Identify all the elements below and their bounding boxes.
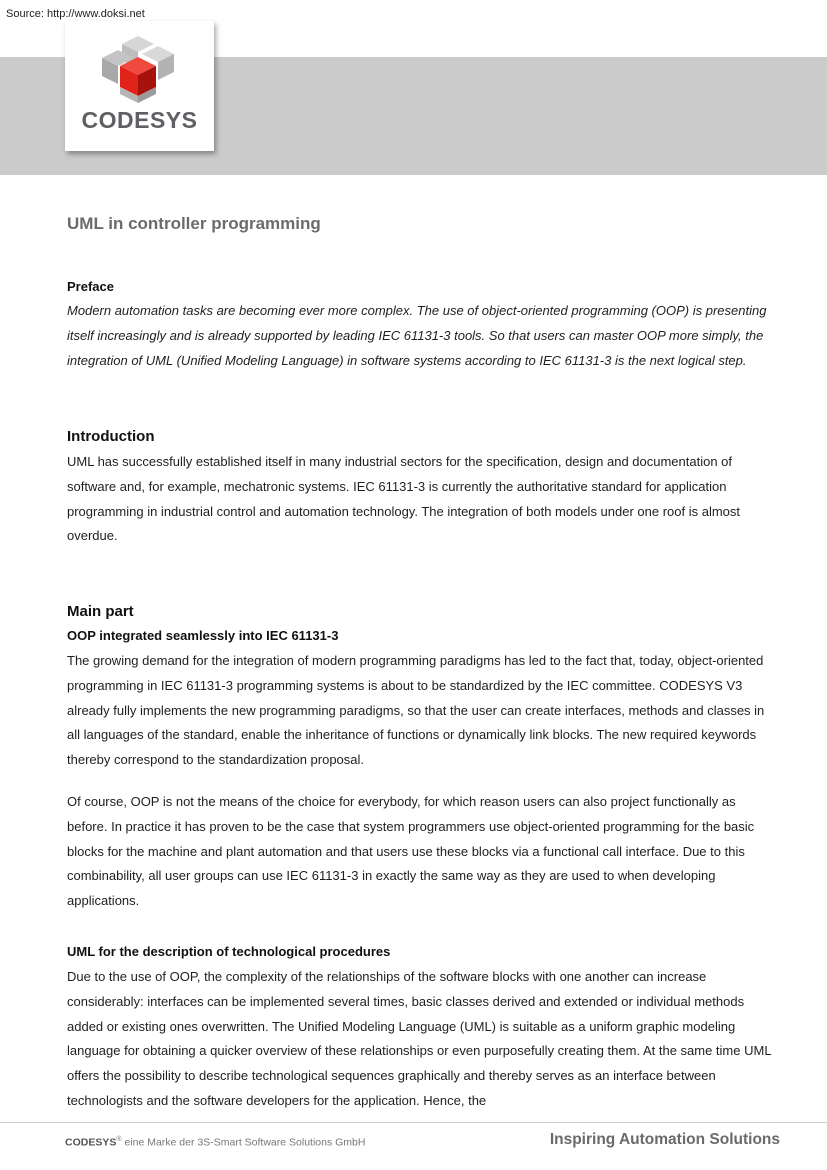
introduction-text: UML has successfully established itself in many industrial sectors for the specification, design and documentation of software and, for example, mechatronic systems. IEC 61131-3 is currently the authoritative standard for application programming in industrial control and automation technology. The integration of both models under one roof is almost overdue. <box>67 454 741 544</box>
cube-icon <box>98 36 182 106</box>
oop-heading: OOP integrated seamlessly into IEC 61131-3 <box>67 628 339 643</box>
document-title: UML in controller programming <box>67 214 321 233</box>
preface-text: Modern automation tasks are becoming ever more complex. The use of object-oriented programming (OOP) is presenting itself increasingly and is already supported by leading IEC 61131-3 tools. So that users can master OOP more simply, the integration of UML (Unified Modeling Language) in software systems according to IEC 61131-3 is the next logical step. <box>67 303 767 368</box>
footer-trademark-text: eine Marke der 3S-Smart Software Solutions GmbH <box>124 1136 366 1149</box>
preface-heading: Preface <box>67 279 114 294</box>
introduction-heading: Introduction <box>67 428 155 445</box>
footer-slogan: Inspiring Automation Solutions <box>549 1131 780 1148</box>
codesys-logo <box>65 21 214 151</box>
source-note: Source: http://www.doksi.net <box>6 8 145 20</box>
uml-paragraph-1: Due to the use of OOP, the complexity of the relationships of the software blocks with one another can increase considerably: interfaces can be implemented several times, basic classes derived and extended or individual methods added or existing ones overwritten. The Unified Modeling Language (UML) is suitable as a uniform graphic modeling language for obtaining a quicker overview of these relationships or even purposefully creating them. At the same time UML offers the possibility to describe technological sequences graphically and thereby serves as an interface between technologists and the software developers for the application. Hence, the <box>67 969 772 1108</box>
main-part-heading: Main part <box>67 603 134 620</box>
footer-reg-mark: ® <box>116 1136 122 1143</box>
uml-heading: UML for the description of technological procedures <box>67 944 391 959</box>
oop-paragraph-1: The growing demand for the integration of modern programming paradigms has led to the fact that, today, object-oriented programming in IEC 61131-3 programming systems is about to be standardized by the IEC committee. CODESYS V3 already fully implements the new programming paradigms, so that the user can create interfaces, methods and classes in all languages of the standard, enable the inheritance of functions or dynamically link blocks. The new required keywords thereby correspond to the standardization proposal. <box>67 653 765 768</box>
footer-trademark <box>65 1136 365 1149</box>
footer-divider <box>0 1122 827 1123</box>
logo-wordmark: CODESYS <box>81 107 198 133</box>
footer-brand: CODESYS <box>65 1136 117 1149</box>
oop-paragraph-2: Of course, OOP is not the means of the choice for everybody, for which reason users can also project functionally as before. In practice it has proven to be the case that system programmers use object-oriented programming for the basic blocks for the machine and plant automation and that users use these blocks via a functional call interface. Due to this combinability, all user groups can use IEC 61131-3 in exactly the same way as they are used to when developing applications. <box>67 794 755 909</box>
